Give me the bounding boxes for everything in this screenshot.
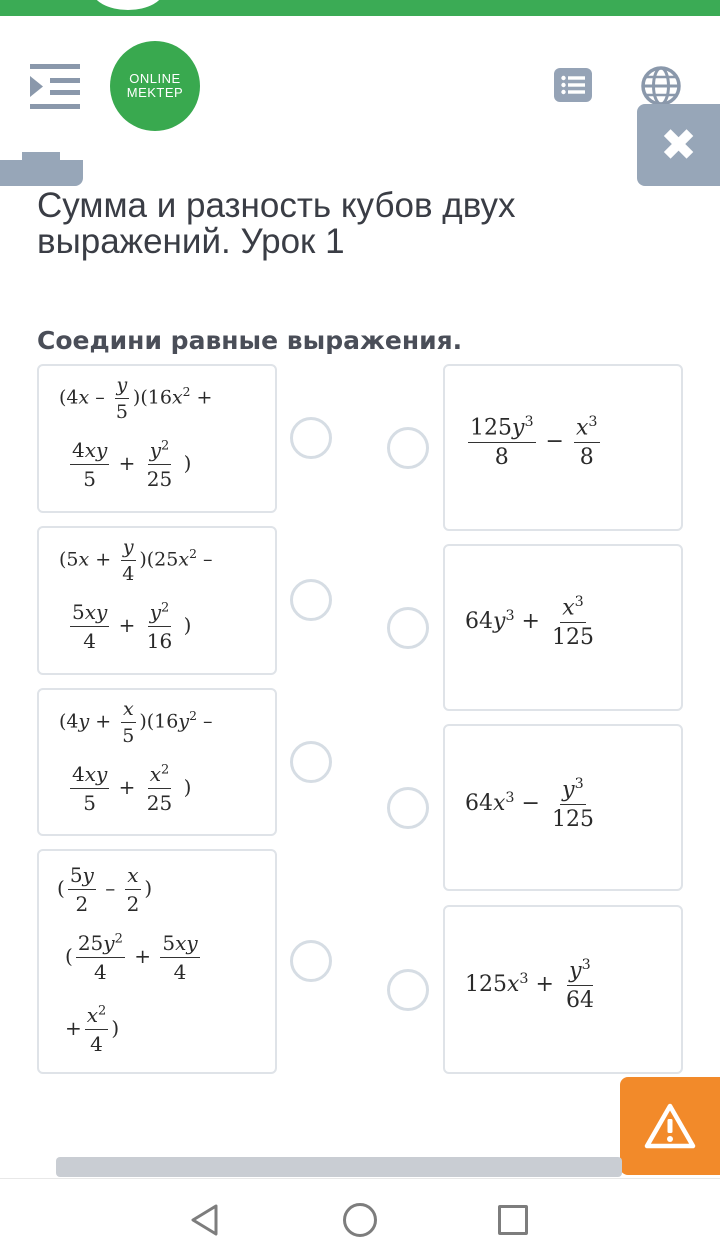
system-nav-bar [0, 1178, 720, 1254]
right-card-1[interactable] [443, 364, 683, 531]
list-icon[interactable] [554, 68, 592, 102]
globe-icon[interactable] [641, 66, 681, 106]
left-expr-2-line2: $\frac{5xy}{4}$ + $\frac{y^2}{16}$ ) [72, 600, 192, 653]
left-expr-4-line2: ( $\frac{25y^2}{4}$ + $\frac{5xy}{4}$ [65, 931, 198, 984]
left-card-3[interactable] [37, 688, 277, 836]
logo-line1: ONLINE [129, 71, 181, 86]
left-radio-4[interactable] [290, 940, 332, 982]
close-button[interactable] [637, 104, 720, 186]
left-radio-3[interactable] [290, 741, 332, 783]
left-expr-2-line1: (5x + $\frac{y}{4}$ )($25x^2$ – [59, 536, 213, 585]
right-card-3[interactable] [443, 724, 683, 891]
back-triangle-icon[interactable] [188, 1203, 222, 1237]
home-circle-icon[interactable] [343, 1203, 377, 1237]
right-radio-2[interactable] [387, 607, 429, 649]
left-expr-4-line1: ( $\frac{5y}{2}$ – $\frac{x}{2}$ ) [57, 863, 153, 916]
tab-indicator [22, 152, 60, 160]
right-expr-4: $125x^3$ + $\frac{y^3}{64}$ [465, 957, 594, 1014]
left-expr-3-line1: (4y + $\frac{x}{5}$ )($16y^2$ – [59, 698, 213, 747]
right-radio-3[interactable] [387, 787, 429, 829]
left-card-4[interactable] [37, 849, 277, 1074]
right-expr-2: $64y^3$ + $\frac{x^3}{125}$ [465, 594, 594, 651]
left-radio-1[interactable] [290, 417, 332, 459]
task-instruction: Соедини равные выражения. [37, 326, 463, 355]
left-expr-1-line2: $\frac{4xy}{5}$ + $\frac{y^2}{25}$ ) [72, 438, 192, 491]
left-radio-2[interactable] [290, 579, 332, 621]
left-card-1[interactable] [37, 364, 277, 513]
left-expr-3-line2: $\frac{4xy}{5}$ + $\frac{x^2}{25}$ ) [72, 762, 192, 815]
right-expr-1: $\frac{125y^3}{8}$ − $\frac{x^3}{8}$ [470, 414, 598, 471]
right-expr-3: $64x^3$ − $\frac{y^3}{125}$ [465, 776, 594, 833]
left-expr-1-line1: (4x – $\frac{y}{5}$ )($16x^2$ + [59, 374, 213, 423]
logo-line2: MEKTEP [126, 85, 184, 100]
side-tab[interactable] [0, 160, 83, 186]
left-card-2[interactable] [37, 526, 277, 675]
right-card-2[interactable] [443, 544, 683, 711]
online-mektep-logo[interactable] [110, 41, 200, 131]
left-expr-4-line3: + $\frac{x^2}{4}$ ) [65, 1003, 120, 1056]
close-icon: ✖ [660, 119, 697, 171]
report-button[interactable] [620, 1077, 720, 1175]
warning-triangle-icon [644, 1103, 696, 1149]
lesson-title: Сумма и разность кубов двух выражений. Урок 1 [37, 186, 516, 261]
right-radio-4[interactable] [387, 969, 429, 1011]
right-card-4[interactable] [443, 905, 683, 1074]
recent-square-icon[interactable] [498, 1205, 528, 1235]
menu-collapse-icon[interactable] [30, 62, 82, 110]
right-radio-1[interactable] [387, 427, 429, 469]
horizontal-scrollbar[interactable] [56, 1157, 622, 1177]
